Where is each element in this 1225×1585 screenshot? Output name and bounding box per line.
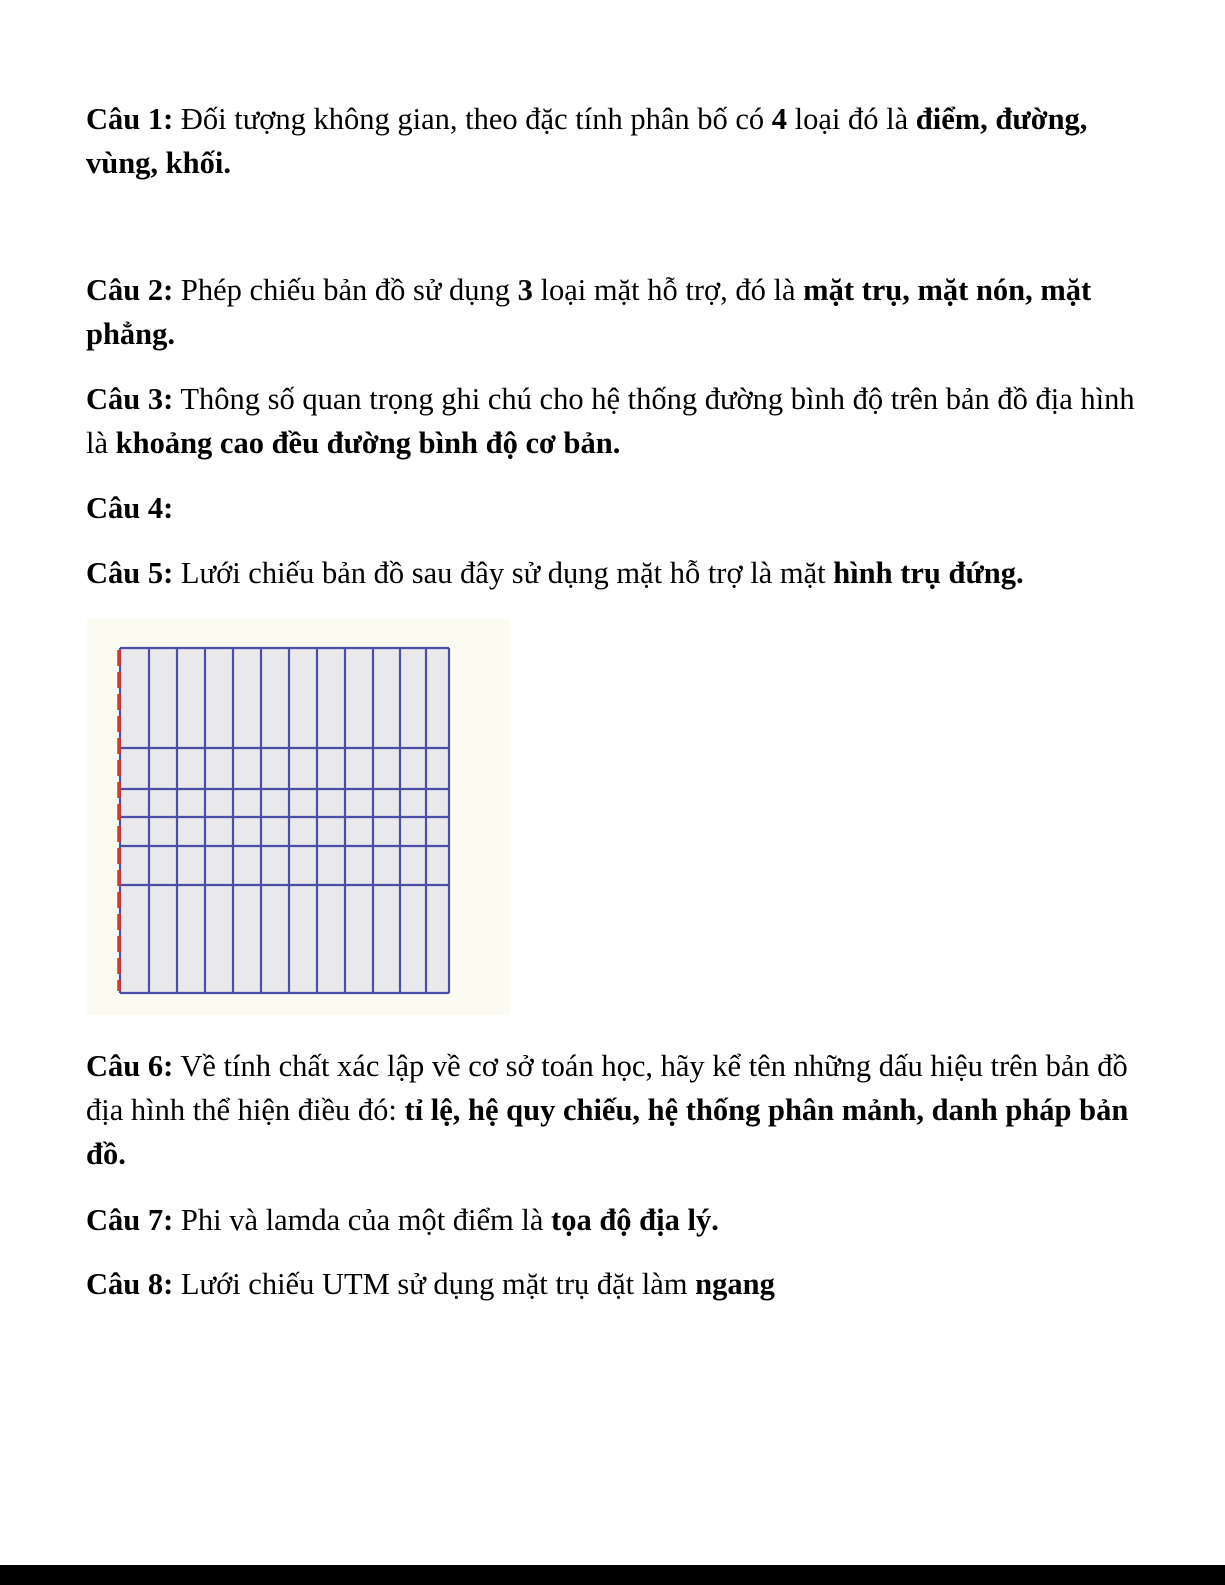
question-8 <box>86 1262 1146 1306</box>
question-label: Câu 2: <box>86 273 174 307</box>
answer-text: 4 <box>771 102 788 136</box>
question-label: Câu 5: <box>86 556 174 590</box>
projection-grid-graphic <box>87 619 510 1015</box>
question-3 <box>86 377 1146 465</box>
question-5 <box>86 551 1146 595</box>
question-2 <box>86 268 1146 356</box>
answer-text: hình trụ đứng. <box>833 556 1024 590</box>
question-text: Phép chiếu bản đồ sử dụng <box>173 273 518 307</box>
question-label: Câu 8: <box>86 1267 174 1301</box>
answer-text: tỉ lệ, hệ quy chiếu, hệ thống phân mảnh, danh pháp bản đồ. <box>86 1093 1129 1171</box>
cylindrical-projection-grid-figure <box>87 619 510 1015</box>
page-bottom-border <box>0 1565 1225 1585</box>
answer-text: khoảng cao đều đường bình độ cơ bản. <box>115 426 621 460</box>
answer-text: 3 <box>517 273 533 307</box>
question-label: Câu 3: <box>86 382 174 416</box>
question-label: Câu 6: <box>86 1049 174 1083</box>
question-text: loại đó là <box>787 102 916 136</box>
question-1 <box>86 97 1146 185</box>
question-text: loại mặt hỗ trợ, đó là <box>532 273 804 307</box>
question-label: Câu 4: <box>86 491 174 525</box>
question-text: Thông số quan trọng ghi chú cho hệ thống đường bình độ trên bản đồ địa hình là <box>86 382 1135 460</box>
answer-text: mặt trụ, mặt nón, mặt phẳng. <box>86 273 1092 351</box>
answer-text: tọa độ địa lý. <box>551 1203 719 1237</box>
question-7 <box>86 1198 1146 1242</box>
question-text: Phi và lamda của một điểm là <box>173 1203 552 1237</box>
question-label: Câu 1: <box>86 102 174 136</box>
question-4 <box>86 486 1146 530</box>
question-label: Câu 7: <box>86 1203 174 1237</box>
question-text: Lưới chiếu UTM sử dụng mặt trụ đặt làm <box>173 1267 696 1301</box>
answer-text: ngang <box>695 1267 775 1301</box>
question-text: Đối tượng không gian, theo đặc tính phân bố có <box>173 102 772 136</box>
question-text: Về tính chất xác lập về cơ sở toán học, hãy kể tên những dấu hiệu trên bản đồ địa hình thể hiện điều đó: <box>86 1049 1128 1127</box>
question-6 <box>86 1044 1146 1176</box>
question-text: Lưới chiếu bản đồ sau đây sử dụng mặt hỗ trợ là mặt <box>173 556 834 590</box>
answer-text: điểm, đường, vùng, khối. <box>86 102 1088 180</box>
